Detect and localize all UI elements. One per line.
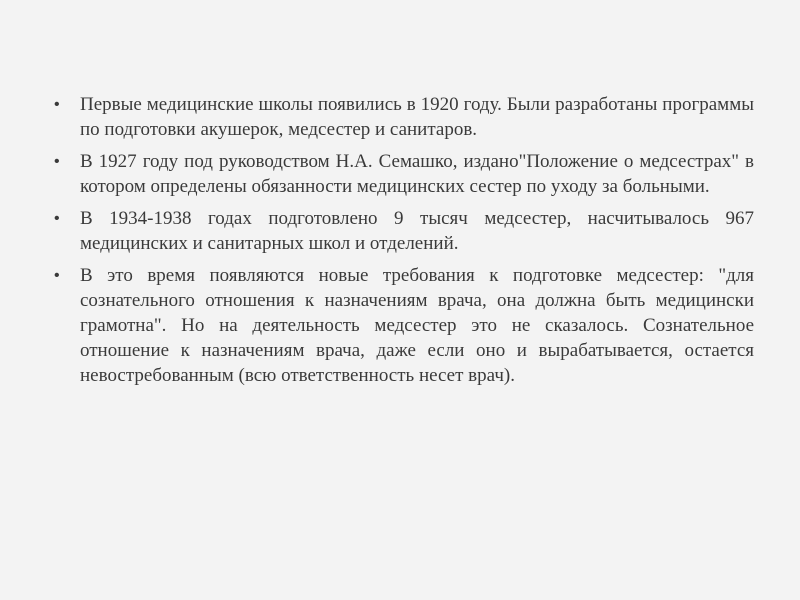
- bullet-item-4: [54, 263, 754, 388]
- bullet-text-1927-regulation: В 1927 году под руководством Н.А. Семашко, издано"Положение о медсестрах" в котором определены обязанности медицинских сестер по уходу за больными.: [80, 151, 754, 197]
- bullet-marker: •: [54, 153, 60, 170]
- bullet-text-1934-1938-training: В 1934-1938 годах подготовлено 9 тысяч медсестер, насчитывалось 967 медицинских и санитарных школ и отделений.: [80, 208, 754, 254]
- bullet-item-2: [54, 149, 754, 199]
- bullet-item-3: [54, 206, 754, 256]
- bullet-text-new-requirements: В это время появляются новые требования к подготовке медсестер: "для сознательного отношения к назначениям врача, она должна быть медицински грамотна". Но на деятельность медсестер это не сказалось. Сознательное отношение к назначениям врача, даже если оно и вырабатывается, остается невостребованным (всю ответственность несет врач).: [80, 265, 754, 386]
- bullet-item-1: [54, 92, 754, 142]
- bullet-marker: •: [54, 210, 60, 227]
- bullet-list: [54, 92, 754, 395]
- bullet-marker: •: [54, 267, 60, 284]
- bullet-marker: •: [54, 96, 60, 113]
- bullet-text-1920-schools: Первые медицинские школы появились в 1920 году. Были разработаны программы по подготовки акушерок, медсестер и санитаров.: [80, 94, 754, 140]
